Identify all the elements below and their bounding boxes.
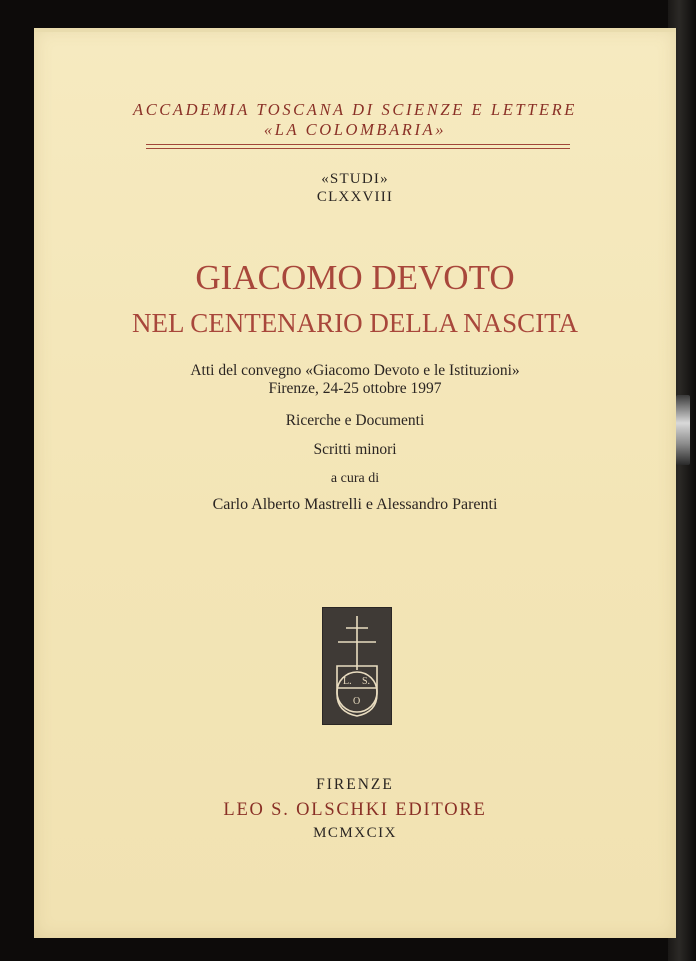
academy-line-2: «LA COLOMBARIA» — [263, 120, 447, 139]
book-cover — [34, 28, 676, 938]
series-block — [34, 170, 676, 206]
series-name: «STUDI» — [321, 171, 389, 187]
book-title-line-2: NEL CENTENARIO DELLA NASCITA — [131, 308, 579, 338]
section-ricerche: Ricerche e Documenti — [285, 412, 425, 429]
publication-year: MCMXCIX — [313, 825, 397, 841]
subtitle-line-2: Firenze, 24-25 ottobre 1997 — [268, 380, 442, 397]
academy-line-1: ACCADEMIA TOSCANA DI SCIENZE E LETTERE — [133, 100, 577, 119]
section-scritti: Scritti minori — [313, 441, 397, 458]
publication-city: FIRENZE — [316, 776, 394, 793]
academy-heading — [34, 100, 676, 140]
series-number: CLXXVIII — [316, 189, 394, 205]
back-cover-edge — [676, 395, 690, 465]
header-rule-bottom — [146, 148, 570, 149]
editors: Carlo Alberto Mastrelli e Alessandro Parenti — [212, 496, 498, 513]
emblem-graphic — [323, 608, 391, 724]
subtitle-block — [34, 362, 676, 398]
cover-top-edge — [34, 28, 676, 32]
publisher-emblem-icon — [322, 607, 392, 725]
editors-intro: a cura di — [330, 471, 380, 486]
emblem-letter-s: S. — [362, 676, 371, 687]
publisher-name: LEO S. OLSCHKI EDITORE — [223, 800, 487, 820]
book-title: GIACOMO DEVOTO — [195, 258, 515, 297]
subtitle-line-1: Atti del convegno «Giacomo Devoto e le Istituzioni» — [190, 362, 520, 379]
header-rule-top — [146, 144, 570, 145]
emblem-letter-l: L. — [343, 676, 352, 687]
emblem-letter-o: O — [353, 696, 361, 707]
